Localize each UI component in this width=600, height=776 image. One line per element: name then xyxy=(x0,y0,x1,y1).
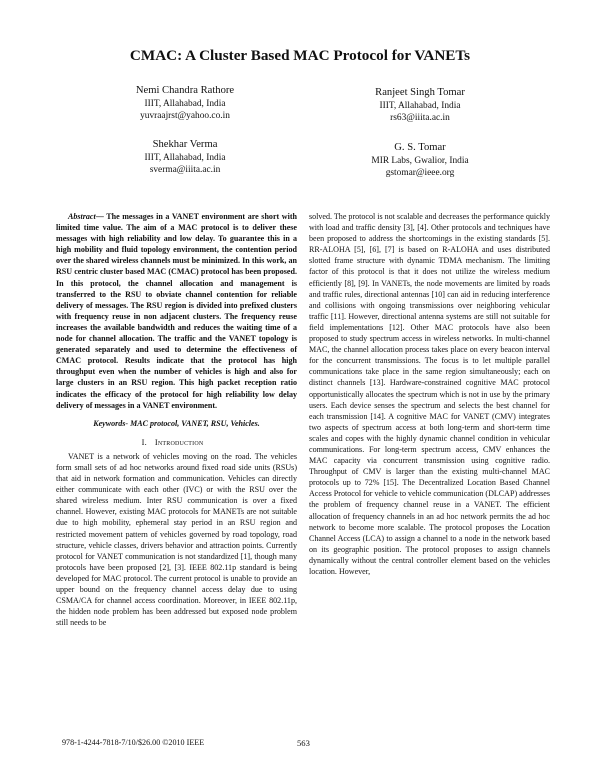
author-affiliation: MIR Labs, Gwalior, India xyxy=(371,156,469,166)
copyright-notice: 978-1-4244-7818-7/10/$26.00 ©2010 IEEE xyxy=(62,738,205,747)
author-affiliation: IIIT, Allahabad, India xyxy=(144,153,226,163)
section-number: I. xyxy=(141,437,147,447)
section-heading xyxy=(56,437,297,448)
author-block-1 xyxy=(100,84,270,122)
author-block-2 xyxy=(330,86,510,124)
author-name: Nemi Chandra Rathore xyxy=(135,85,235,96)
intro-paragraph: VANET is a network of vehicles moving on the road. The vehicles form small sets of ad hoc networks around fixed road side units (RSUs) that aid in network formation and communication. Vehicles can directly either communicate with each other (IVC) or with the RSU over the shared wireless medium. Inter RSU communication is over a fixed channel. However, existing MAC protocols for MANETs are not suitable due to high mobility, ephemeral stay period in an RSU region and restricted movement pattern of vehicles governed by road topology, road structure, vehicle classes, drivers behavior and attraction points. Currently protocol for VANET communication is not standardized [1], though many protocols have been proposed [2], [3]. IEEE 802.11p standard is being developed for MAC protocol. The current protocol is unable to provide an upper bound on the frequency channel access delay due to using CSMA/CA for channel access coordination. Moreover, in IEEE 802.11p, the hidden node problem has been addressed but exposed node problem still needs to be xyxy=(56,451,297,628)
keywords: Keywords- MAC protocol, VANET, RSU, Vehicles. xyxy=(93,418,260,428)
left-column xyxy=(56,211,297,628)
page-number: 563 xyxy=(297,738,310,748)
author-name: Ranjeet Singh Tomar xyxy=(375,87,465,98)
right-column xyxy=(309,211,550,577)
author-name: Shekhar Verma xyxy=(152,139,218,150)
section-title: Introduction xyxy=(154,437,204,447)
author-email: yuvraajrst@yahoo.co.in xyxy=(140,111,230,122)
intro-continued-paragraph: solved. The protocol is not scalable and decreases the performance quickly with load and traffic density [3], [4]. Other protocols and techniques have been proposed to address the shortcomings in the existing standards [5]. RR-ALOHA [5], [6], [7] is based on R-ALOHA and uses distributed slotted frame structure with dynamic TDMA mechanism. The limiting factor of this protocol is that it does not utilize the wireless medium efficiently [8], [9]. In VANETs, the node movements are limited by roads and traffic rules, directional antennas [10] can aid in reducing interference and collisions with ongoing transmissions over neighboring vehicular traffic [11]. However, directional antenna systems are still not suitable for field implementations [12]. Other MAC protocols have also been proposed to study spectrum access in wireless networks. In multi-channel MAC, the channel allocation process takes place on every beacon interval for the concurrent transmissions. The focus is to let multiple parallel communications take place in the same region simultaneously; each on distinct channels [13]. Hardware-constrained cognitive MAC protocol opportunistically allocates the spectrum which is not in use by the primary users. Each device senses the spectrum and selects the best channel for each transmission [14]. A cognitive MAC for VANET (CMV) integrates two aspects of spectrum access at both long-term and short-term time scales and copes with the highly dynamic channel condition in vehicular communications. For long-term spectrum access, CMV enhances the MAC capacity via concurrent transmission using cognitive radio. Throughput of CMV is larger than the existing multi-channel MAC protocols up to 72% [15]. The Decentralized Location Based Channel Access Protocol for vehicle to vehicle communication (DLCAP) addresses the problem of frequency channel reuse in a VANET. The efficient allocation of frequency channels in an ad hoc network permits the ad hoc network to become more scalable. The protocol proposes the Location Channel Access (LCA) to assign a channel to a node in the network based on its geographic position. The protocol proposes to assign channels dynamically without the central controller element based on the vehicles location. However, xyxy=(309,212,550,576)
author-affiliation: IIIT, Allahabad, India xyxy=(144,99,226,109)
author-affiliation: IIIT, Allahabad, India xyxy=(379,101,461,111)
abstract xyxy=(56,211,297,411)
author-email: gstomar@ieee.org xyxy=(385,168,455,179)
paper-title: CMAC: A Cluster Based MAC Protocol for VANETs xyxy=(129,47,471,64)
author-block-4 xyxy=(330,141,510,179)
author-name: G. S. Tomar xyxy=(394,142,446,153)
abstract-label: Abstract xyxy=(68,212,96,221)
author-email: rs63@iiita.ac.in xyxy=(390,113,450,124)
author-email: sverma@iiita.ac.in xyxy=(149,165,221,176)
author-block-3 xyxy=(100,138,270,176)
abstract-text: — The messages in a VANET environment are short with limited time value. The aim of a MAC protocol is to deliver these messages with high reliability and low delay. To guarantee this in a high mobility and fluid topology environment, the contention period over the shared wireless channels must be minimized. In this work, an RSU centric cluster based MAC (CMAC) protocol has been proposed. In this protocol, the channel allocation and management is transferred to the RSU to obviate channel contention for reliable delivery of messages. The RSU region is divided into prefixed clusters with frequency reuse in non adjacent clusters. The frequency reuse increases the available bandwidth and reduces the waiting time of a node for channel allocation. The traffic and the VANET topology is generated separately and used to determine the effectiveness of CMAC protocol. Results indicate that the protocol has high throughput even when the number of vehicles is high and also for large clusters in an RSU region. This high packet reception ratio indicates the efficacy of the protocol for high reliability low delay delivery of messages in a VANET environment. xyxy=(56,212,297,410)
